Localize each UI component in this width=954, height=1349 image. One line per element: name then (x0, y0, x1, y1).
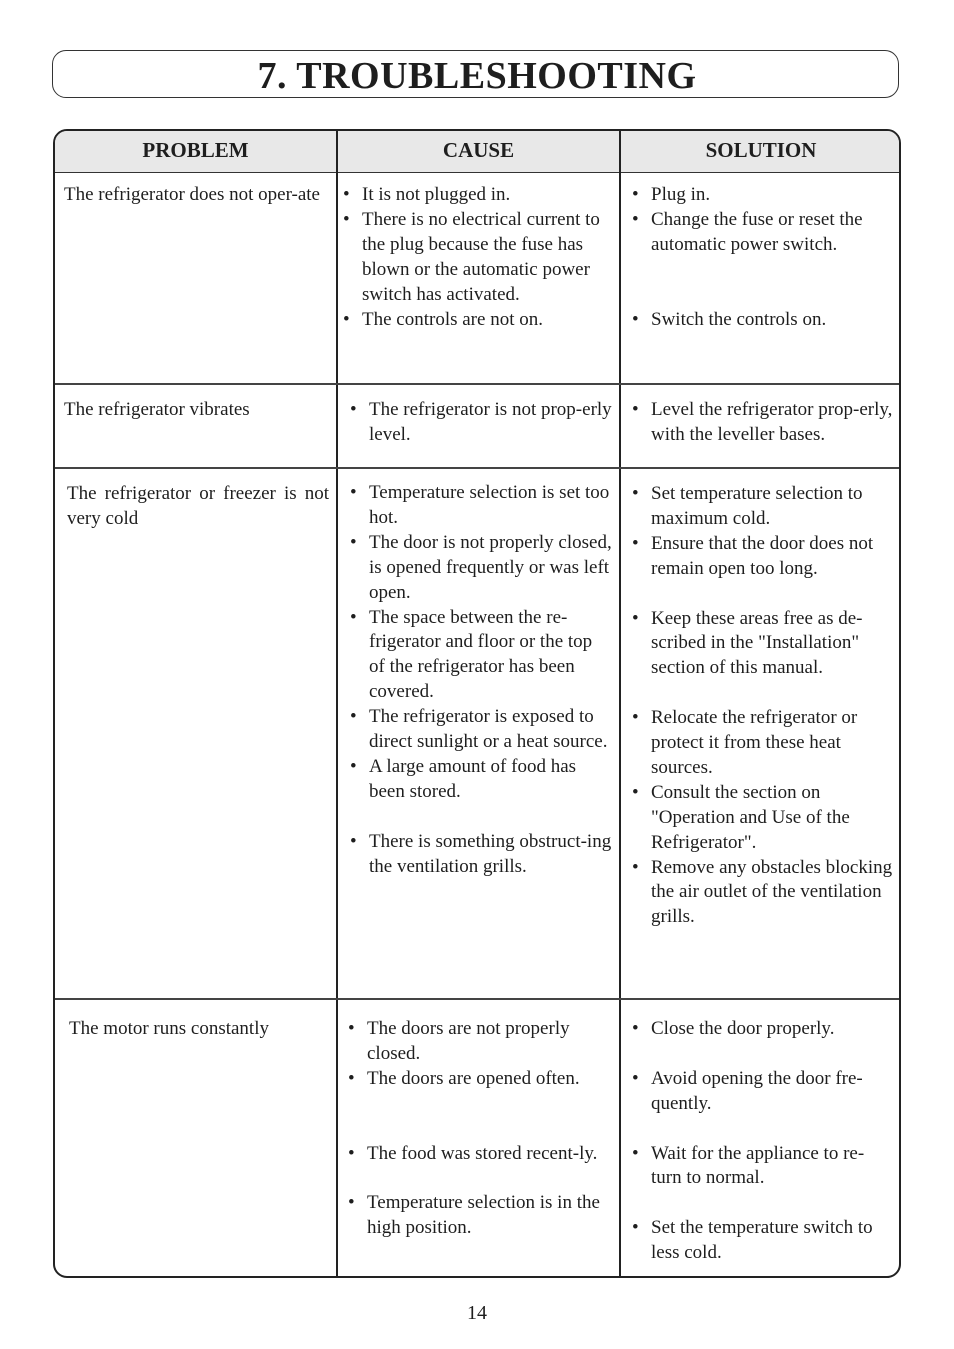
header-cause: CAUSE (442, 138, 515, 162)
solution-cell (629, 398, 893, 448)
cause-cell (347, 481, 612, 879)
header-solution: SOLUTION (705, 138, 817, 162)
page-title: 7. TROUBLESHOOTING (257, 55, 697, 97)
solution-item: • Remove any obstacles blocking the air outlet of the ventilation grills. (629, 856, 893, 931)
problem-text: The motor runs constantly (69, 1018, 269, 1039)
solution-item: • Plug in. (629, 183, 893, 208)
column-divider (336, 131, 338, 1276)
problem-text: The refrigerator vibrates (64, 399, 250, 420)
troubleshooting-table (53, 129, 901, 1278)
problem-cell (64, 398, 329, 423)
solution-item: • Set the temperature switch to less cold. (629, 1216, 893, 1266)
solution-cell (629, 1017, 893, 1266)
cause-item: • The doors are not properly closed. (345, 1017, 612, 1067)
cause-item: • The space between the re-frigerator and floor or the top of the refrigerator has been covered. (347, 606, 612, 706)
cause-cell (340, 183, 612, 332)
solution-item: • Relocate the refrigerator or protect it from these heat sources. (629, 706, 893, 781)
cause-item: • The food was stored recent-ly. (345, 1142, 612, 1167)
row-divider (55, 383, 899, 385)
problem-cell (64, 183, 329, 208)
column-divider (619, 131, 621, 1276)
solution-item: • Avoid opening the door fre-quently. (629, 1067, 893, 1117)
solution-item: • Change the fuse or reset the automatic power switch. (629, 208, 893, 258)
cause-item: • There is no electrical current to the plug because the fuse has blown or the automatic power switch has activated. (340, 208, 612, 308)
solution-item: • Keep these areas free as de-scribed in the "Installation" section of this manual. (629, 607, 893, 682)
cause-item: • The controls are not on. (340, 308, 612, 333)
cause-item: • The refrigerator is exposed to direct sunlight or a heat source. (347, 705, 612, 755)
solution-item: • Switch the controls on. (629, 308, 893, 333)
solution-cell (629, 482, 893, 930)
row-divider (55, 467, 899, 469)
solution-item: • Consult the section on "Operation and Use of the Refrigerator". (629, 781, 893, 856)
cause-item: • It is not plugged in. (340, 183, 612, 208)
problem-text: The refrigerator does not oper-ate (64, 184, 320, 205)
cause-item: • The refrigerator is not prop-erly level. (347, 398, 612, 448)
cause-item: • Temperature selection is set too hot. (347, 481, 612, 531)
cause-item: • The doors are opened often. (345, 1067, 612, 1092)
cause-cell (347, 398, 612, 448)
cause-item: • A large amount of food has been stored. (347, 755, 612, 805)
problem-cell (67, 482, 329, 532)
cause-item: • There is something obstruct-ing the ventilation grills. (347, 830, 612, 880)
cause-item: • Temperature selection is in the high position. (345, 1191, 612, 1241)
solution-item: • Ensure that the door does not remain open too long. (629, 532, 893, 582)
solution-item: • Set temperature selection to maximum cold. (629, 482, 893, 532)
solution-cell (629, 183, 893, 332)
cause-cell (345, 1017, 612, 1241)
cause-item: • The door is not properly closed, is opened frequently or was left open. (347, 531, 612, 606)
solution-item: • Wait for the appliance to re-turn to normal. (629, 1142, 893, 1192)
problem-text: The refrigerator or freezer is not very cold (67, 483, 329, 529)
row-divider (55, 998, 899, 1000)
solution-item: • Close the door properly. (629, 1017, 893, 1042)
problem-cell (69, 1017, 329, 1042)
header-problem: PROBLEM (142, 138, 249, 162)
page-number: 14 (467, 1302, 487, 1324)
solution-item: • Level the refrigerator prop-erly, with the leveller bases. (629, 398, 893, 448)
